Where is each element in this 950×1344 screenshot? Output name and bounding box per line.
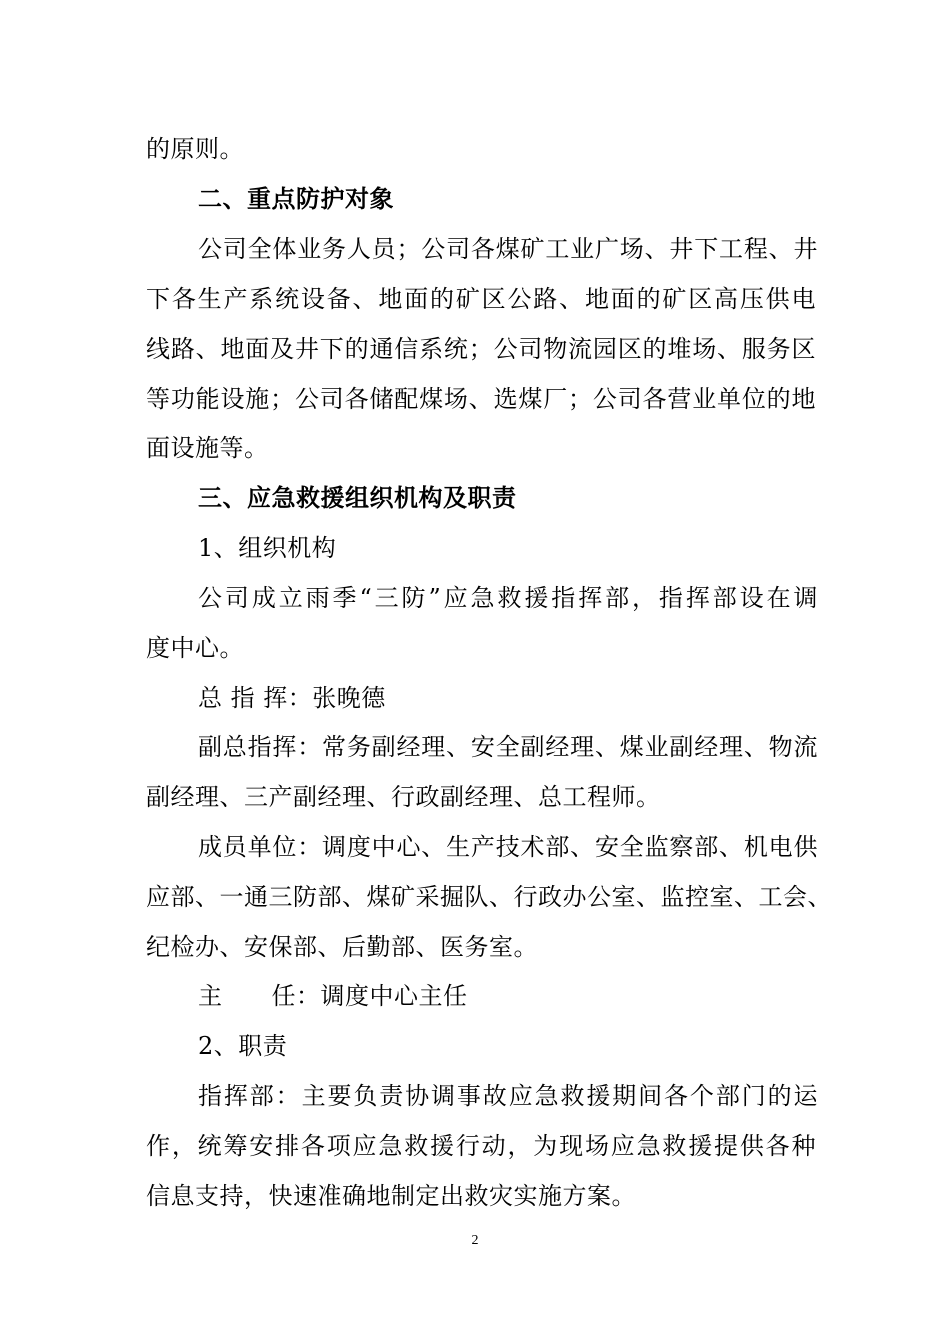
page-number: 2 [471, 1233, 479, 1248]
paragraph-line: 指挥部：主要负责协调事故应急救援期间各个部门的运 [198, 1082, 818, 1110]
paragraph-line: 等功能设施；公司各储配煤场、选煤厂；公司各营业单位的地 [146, 385, 816, 413]
section-heading: 三、应急救援组织机构及职责 [198, 483, 517, 512]
paragraph-line: 线路、地面及井下的通信系统；公司物流园区的堆场、服务区 [146, 335, 816, 363]
subsection-heading: 2、职责 [198, 1032, 288, 1060]
paragraph-line: 下各生产系统设备、地面的矿区公路、地面的矿区高压供电 [146, 285, 816, 313]
paragraph-line: 成员单位：调度中心、生产技术部、安全监察部、机电供 [198, 833, 818, 861]
paragraph-line: 公司全体业务人员；公司各煤矿工业广场、井下工程、井 [198, 235, 818, 263]
paragraph-line: 的原则。 [146, 135, 244, 163]
paragraph-line: 面设施等。 [146, 434, 269, 462]
paragraph-line: 信息支持，快速准确地制定出救灾实施方案。 [146, 1182, 636, 1210]
section-heading: 二、重点防护对象 [198, 184, 394, 213]
paragraph-line: 度中心。 [146, 634, 244, 662]
subsection-heading: 1、组织机构 [198, 534, 337, 562]
paragraph-line: 纪检办、安保部、后勤部、医务室。 [146, 933, 538, 961]
paragraph-line: 作，统筹安排各项应急救援行动，为现场应急救援提供各种 [146, 1132, 816, 1160]
paragraph-line: 应部、一通三防部、煤矿采掘队、行政办公室、监控室、工会、 [146, 883, 832, 911]
paragraph-line: 副经理、三产副经理、行政副经理、总工程师。 [146, 783, 661, 811]
paragraph-line: 公司成立雨季“三防”应急救援指挥部，指挥部设在调 [198, 584, 818, 612]
paragraph-line: 主 任：调度中心主任 [198, 982, 468, 1010]
paragraph-line: 副总指挥：常务副经理、安全副经理、煤业副经理、物流 [198, 733, 818, 761]
paragraph-line: 总 指 挥：张晚德 [198, 684, 386, 712]
